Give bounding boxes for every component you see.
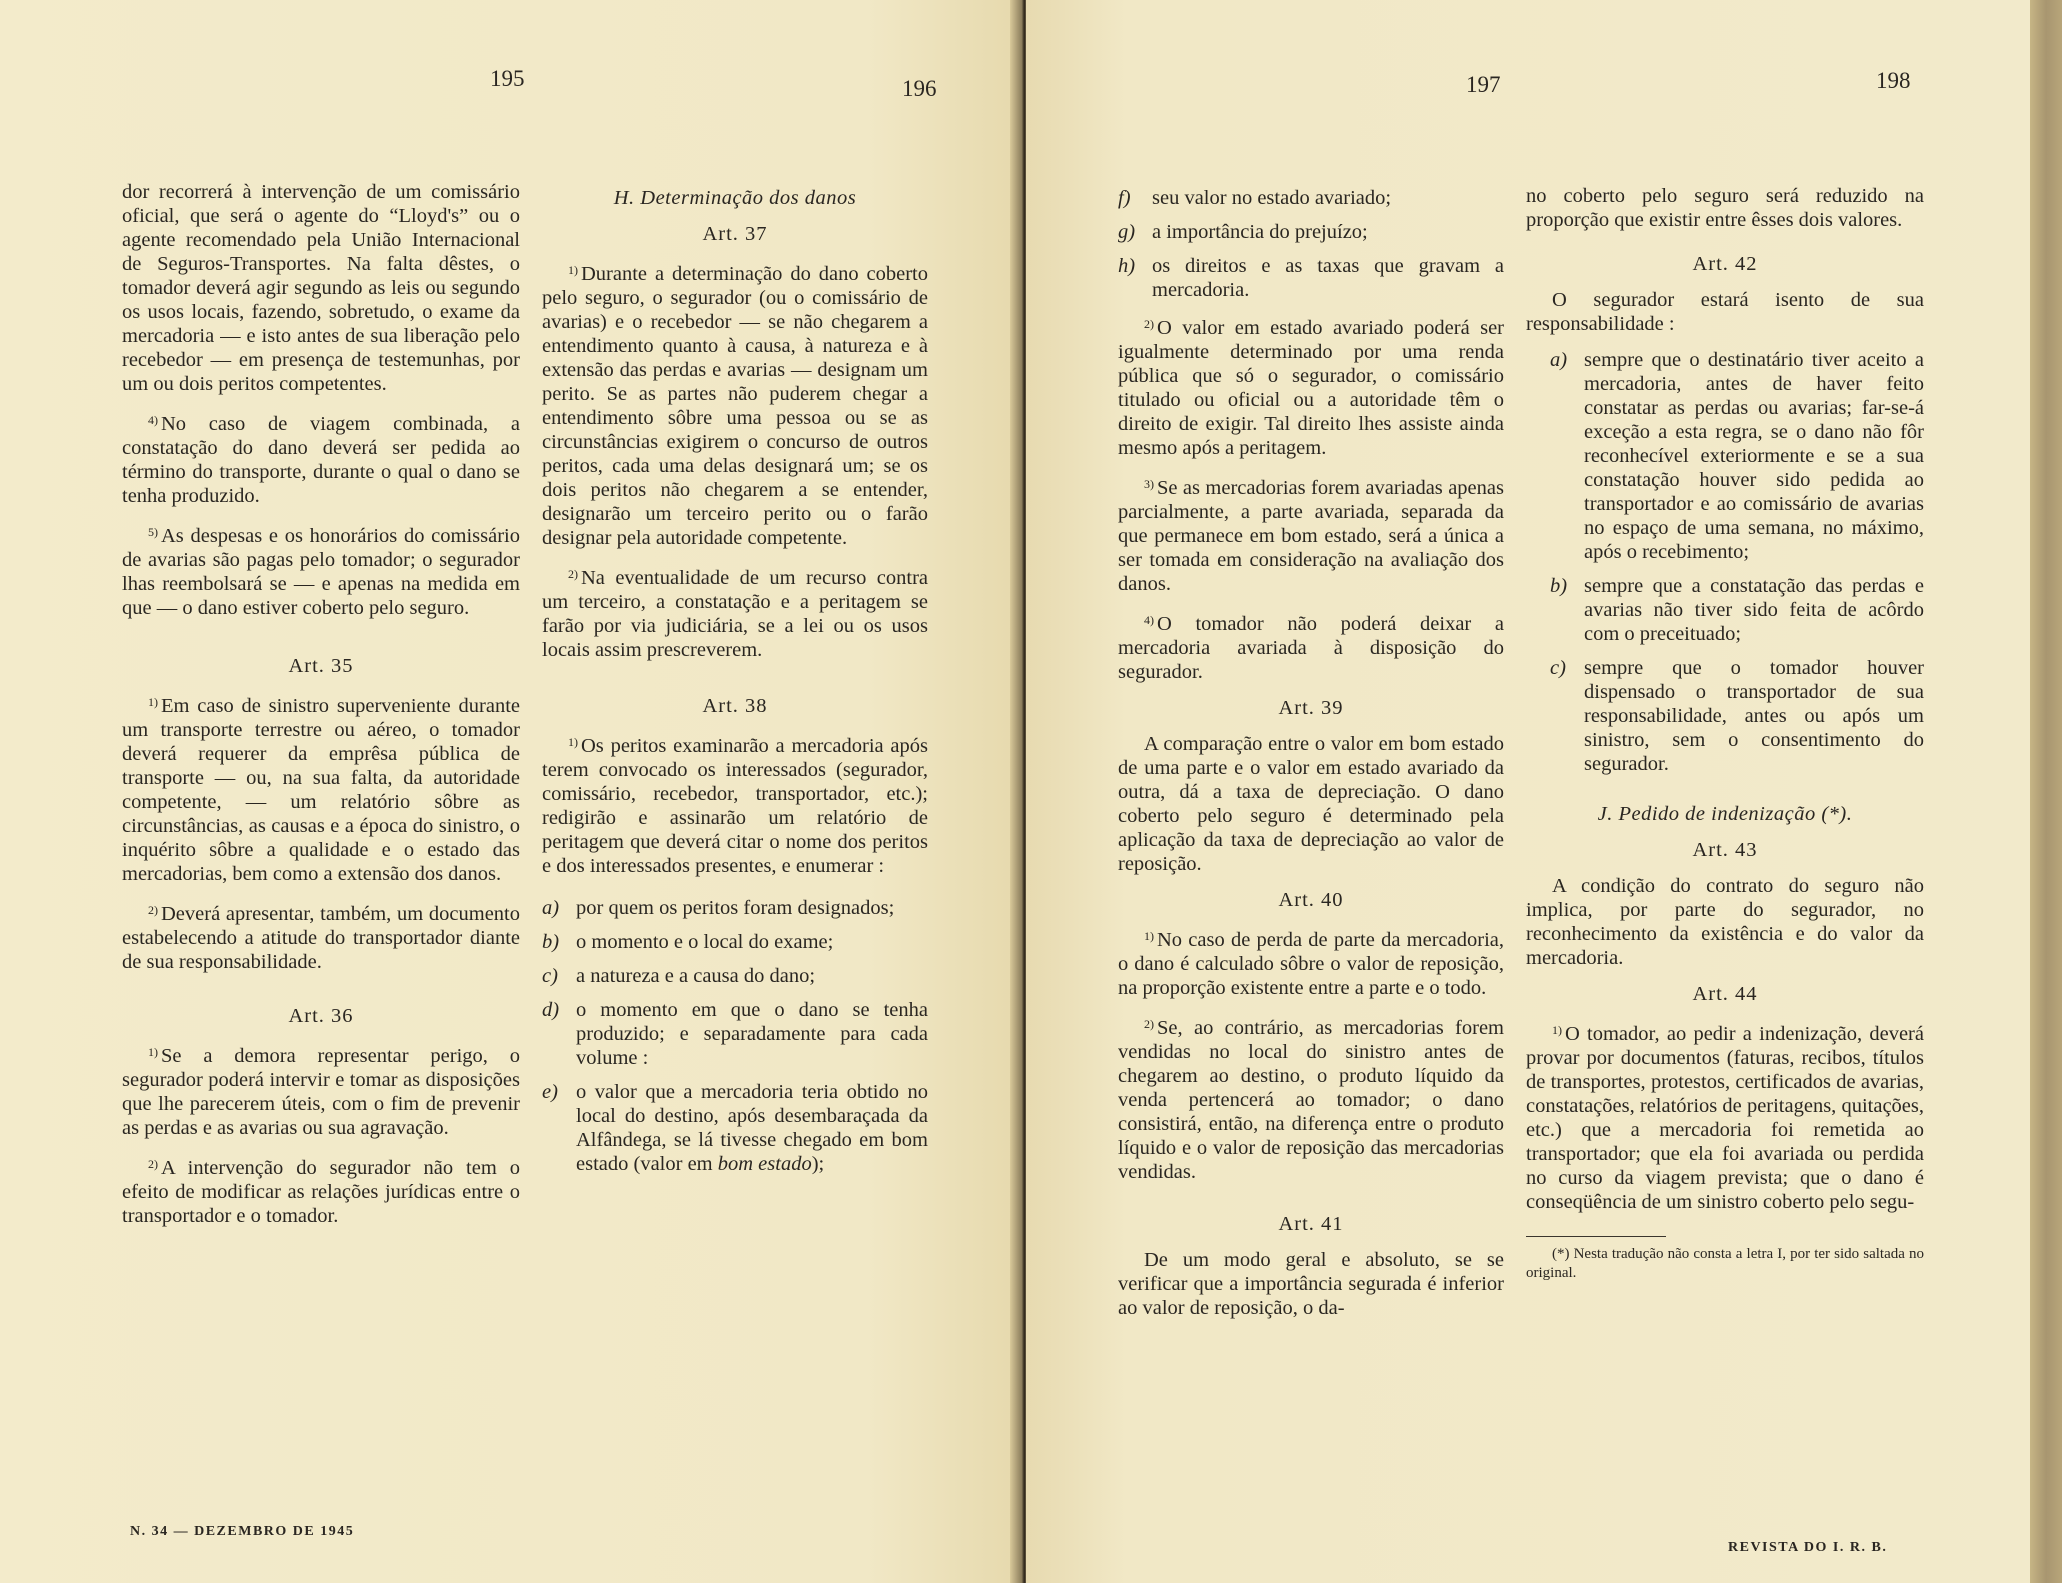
enumeration-list [1550, 348, 1924, 776]
page-number-198: 198 [1876, 68, 1911, 93]
section-heading: J. Pedido de indenização (*). [1597, 803, 1853, 825]
enumeration-list [542, 896, 928, 1176]
list-item: a) por quem os peritos foram designados; [542, 897, 895, 919]
paragraph: De um modo geral e absoluto, se se verificar que a importância segurada é inferior ao valor de reposição, o da- [1118, 1249, 1504, 1319]
paragraph: $^{4)}$ No caso de viagem combinada, a constatação do dano deverá ser pedida ao término do transporte, durante o qual o dano se tenha produzido. [122, 413, 520, 507]
column-4 [1526, 184, 1924, 1295]
article-heading: Art. 44 [1692, 983, 1758, 1005]
article-heading: Art. 39 [1278, 697, 1344, 719]
right-page [1026, 0, 2030, 1583]
article-heading: Art. 35 [288, 655, 354, 677]
paragraph: $^{1)}$ Se a demora representar perigo, o segurador poderá intervir e tomar as disposições que lhe parecerem úteis, com o fim de prevenir as perdas e as avarias ou sua agravação. [122, 1045, 520, 1139]
enumeration-list [1118, 186, 1504, 302]
paragraph: $^{5)}$ As despesas e os honorários do comissário de avarias são pagas pelo tomador; o segurador lhas reembolsará se — e apenas na medida em que — o dano estiver coberto pelo seguro. [122, 525, 520, 619]
paragraph: no coberto pelo seguro será reduzido na proporção que existir entre êsses dois valores. [1526, 185, 1924, 231]
paragraph: $^{2)}$ Se, ao contrário, as mercadorias forem vendidas no local do sinistro antes de chegarem ao destino, o produto líquido da venda pertencerá ao tomador; o dano consistirá, então, na diferença entre o produto líquido e o valor de reposição das mercadorias vendidas. [1118, 1017, 1504, 1183]
paragraph: $^{2)}$ Deverá apresentar, também, um documento estabelecendo a atitude do transportador diante de sua responsabilidade. [122, 903, 520, 973]
paragraph: $^{1)}$ Em caso de sinistro superveniente durante um transporte terrestre ou aéreo, o tomador deverá requerer da emprêsa pública de transporte — ou, na sua falta, da autoridade competente, — um relatório sôbre as circunstâncias, as causas e a época do sinistro, o inquérito sôbre a qualidade e o estado das mercadorias, bem como a extensão dos danos. [122, 695, 520, 885]
page-number-196: 196 [902, 76, 937, 101]
paragraph: $^{2)}$ Na eventualidade de um recurso contra um terceiro, a constatação e a peritagem se farão por via judiciária, se a lei ou os usos locais assim prescreverem. [542, 567, 928, 661]
list-item: c) a natureza e a causa do dano; [542, 965, 816, 987]
paragraph: $^{2)}$ A intervenção do segurador não tem o efeito de modificar as relações jurídicas entre o transportador e o tomador. [122, 1157, 520, 1227]
paragraph: $^{1)}$ O tomador, ao pedir a indenização, deverá provar por documentos (faturas, recibos, títulos de transportes, protestos, certificados de avarias, constatações, relatórios de peritagens, quitações, etc.) que a mercadoria foi remetida ao transportador; que ela foi avariada ou perdida no curso da viagem prevista; que o dano é conseqüência de um sinistro coberto pelo segu- [1526, 1023, 1924, 1213]
paragraph: $^{1)}$ Durante a determinação do dano coberto pelo seguro, o segurador (ou o comissário de avarias) e o recebedor — se não chegarem a entendimento quanto à causa, à natureza e à extensão das perdas e avarias — designam um perito. Se as partes não puderem chegar a entendimento sôbre uma pessoa ou se as circunstâncias exigirem o concurso de outros peritos, cada uma delas designará um; se os dois peritos não chegarem a se entender, designarão um terceiro perito ou o farão designar pela autoridade competente. [542, 263, 928, 549]
column-2 [542, 186, 928, 1186]
page-edge [2030, 0, 2062, 1583]
page-number-195: 195 [490, 66, 525, 91]
list-item: b) o momento e o local do exame; [542, 931, 834, 953]
column-1 [122, 180, 520, 1240]
list-item: e) o valor que a mercadoria teria obtido no local do destino, após desembaraçada da Alfândega, se lá tivesse chegado em bom estado (valor em bom estado); [542, 1081, 928, 1175]
list-item: f) seu valor no estado avariado; [1118, 187, 1392, 209]
article-heading: Art. 36 [288, 1005, 354, 1027]
paragraph: $^{1)}$ Os peritos examinarão a mercadoria após terem convocado os interessados (segurador, comissário, recebedor, transportador, etc.); redigirão e assinarão um relatório de peritagem que deverá citar o nome dos peritos e dos interessados presentes, e enumerar : [542, 735, 928, 877]
paragraph: $^{1)}$ No caso de perda de parte da mercadoria, o dano é calculado sôbre o valor de reposição, na proporção existente entre a parte e o todo. [1118, 929, 1504, 999]
list-item: h) os direitos e as taxas que gravam a mercadoria. [1118, 255, 1504, 301]
paragraph: $^{3)}$ Se as mercadorias forem avariadas apenas parcialmente, a parte avariada, separada da que permanece em bom estado, será a única a ser tomada em consideração na avaliação dos danos. [1118, 477, 1504, 595]
list-item: g) a importância do prejuízo; [1118, 221, 1368, 243]
left-page [0, 0, 1020, 1583]
article-heading: Art. 38 [702, 695, 768, 717]
article-heading: Art. 40 [1278, 889, 1344, 911]
footnote: (*) Nesta tradução não consta a letra I, por ter sido saltada no original. [1526, 1246, 1924, 1281]
paragraph: A condição do contrato do seguro não implica, por parte do segurador, no reconhecimento da existência e do valor da mercadoria. [1526, 875, 1924, 969]
paragraph: $^{4)}$ O tomador não poderá deixar a mercadoria avariada à disposição do segurador. [1118, 613, 1504, 683]
list-item: d) o momento em que o dano se tenha produzido; e separadamente para cada volume : [542, 999, 928, 1069]
footnote-rule [1526, 1236, 1666, 1237]
running-footer-left: N. 34 — DEZEMBRO DE 1945 [130, 1524, 355, 1539]
article-heading: Art. 41 [1278, 1213, 1344, 1235]
running-footer-right: REVISTA DO I. R. B. [1728, 1540, 1888, 1555]
column-3 [1118, 186, 1504, 1332]
paragraph: $^{2)}$ O valor em estado avariado poderá ser igualmente determinado por uma renda pública que só o segurador, o comissário titulado ou oficial ou a autoridade têm o direito de exigir. Tal direito lhes assiste ainda mesmo após a peritagem. [1118, 317, 1504, 459]
list-item: a) sempre que o destinatário tiver aceito a mercadoria, antes de haver feito constatar as perdas ou avarias; far-se-á exceção a esta regra, se o dano não fôr reconhecível exteriormente e se a sua constatação houver sido pedida ao transportador e ao comissário de avarias no espaço de uma semana, no máximo, após o recebimento; [1550, 349, 1924, 563]
section-heading: H. Determinação dos danos [613, 187, 857, 209]
page-number-197: 197 [1466, 72, 1501, 97]
article-heading: Art. 42 [1692, 253, 1758, 275]
paragraph: O segurador estará isento de sua responsabilidade : [1526, 289, 1924, 335]
list-item: b) sempre que a constatação das perdas e avarias não tiver sido feita de acôrdo com o preceituado; [1550, 575, 1924, 645]
article-heading: Art. 43 [1692, 839, 1758, 861]
article-heading: Art. 37 [702, 223, 768, 245]
paragraph: dor recorrerá à intervenção de um comissário oficial, que será o agente do “Lloyd's” ou o agente recomendado pela União Internacional de Seguros-Transportes. Na falta dêstes, o tomador deverá agir segundo as leis ou segundo os usos locais, fazendo, sobretudo, o exame da mercadoria — e isto antes de sua liberação pelo recebedor — em presença de testemunhas, por um ou dois peritos competentes. [122, 181, 520, 395]
paragraph: A comparação entre o valor em bom estado de uma parte e o valor em estado avariado da outra, dá a taxa de depreciação. O dano coberto pelo seguro é determinado pela aplicação da taxa de depreciação ao valor de reposição. [1118, 733, 1504, 875]
list-item: c) sempre que o tomador houver dispensado o transportador de sua responsabilidade, antes ou após um sinistro, sem o consentimento do segurador. [1550, 657, 1924, 775]
